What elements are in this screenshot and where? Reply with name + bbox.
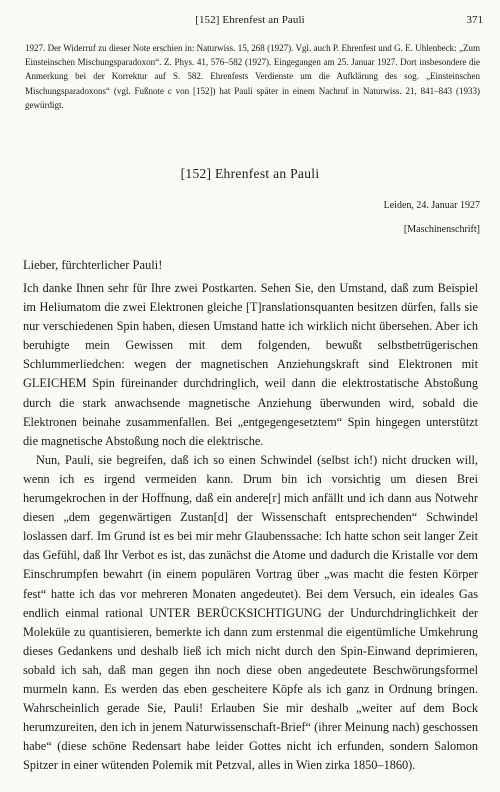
letter-body <box>23 279 478 775</box>
page-number: 371 <box>466 14 483 26</box>
footnote-block <box>25 41 480 112</box>
letter-title: [152] Ehrenfest an Pauli <box>180 166 320 181</box>
letter-source-note: [Maschinenschrift] <box>403 224 480 235</box>
footnote-text: 1927. Der Widerruf zu dieser Note erschien in: Naturwiss. 15, 268 (1927). Vgl. auch P. Ehrenfest und G. E. Uhlenbeck: „Zum Einsteinschen Mischungsparadoxon“. Z. Phys. 41, 576–582 (1927). Eingegangen am 25. Januar 1927. Dort insbesondere die Anmerkung bei der Korrektur auf S. 582. Ehrenfests Verdienste um die Aufklärung des sog. „Einsteinschen Mischungsparadoxons“ (vgl. Fußnote c von [152]) hat Pauli später in einem Nachruf in Naturwiss. 21, 841–843 (1933) gewürdigt. <box>25 43 480 110</box>
running-title: [152] Ehrenfest an Pauli <box>195 14 305 26</box>
letter-paragraph: Ich danke Ihnen sehr für Ihre zwei Postkarten. Sehen Sie, den Umstand, daß zum Beispiel im Heliumatom die zwei Elektronen gleiche [T]ranslationsquanten besitzen dürfen, falls sie nur verschiedenen Spin haben, diesen Umstand hatte ich wirklich nicht übersehen. Aber ich beruhigte mein Gewissen mit dem folgenden, bewußt selbstbetrügerischen Schlummerliedchen: wegen der magnetischen Anziehungskraft sind Elektronen mit GLEICHEM Spin füreinander durchdringlich, weil dann die elektrostatische Abstoßung durch die stark anwachsende magnetische Anziehung überwunden wird, sobald die Elektronen beinahe zusammenfallen. Bei „entgegengesetztem“ Spin hingegen unterstützt die magnetische Abstoßung noch die elektrische. <box>23 281 478 448</box>
letter-salutation: Lieber, fürchterlicher Pauli! <box>23 258 163 272</box>
running-header <box>0 14 500 30</box>
letter-paragraph: Nun, Pauli, sie begreifen, daß ich so einen Schwindel (selbst ich!) nicht drucken will, wenn ich es irgend vermeiden kann. Drum bin ich vorsichtig um diesen Brei herumgekrochen in der Hoffnung, daß ein andere[r] mich anfällt und ich dann aus Notwehr diesen „dem gegenwärtigen Zustan[d] der Wissenschaft entsprechenden“ Schwindel loslassen darf. Im Grund ist es bei mir mehr Glaubenssache: Ich hatte schon seit langer Zeit das Gefühl, daß Ihr Verbot es ist, das zunächst die Atome und dadurch die Kristalle vor dem Einschrumpfen bewahrt (in einem populären Vortrag über „was macht die festen Körper fest“ hatte ich das vor mehreren Monaten angedeutet). Bei dem Versuch, ein ideales Gas endlich einmal rational UNTER BERÜCKSICHTIGUNG der Undurchdringlichkeit der Moleküle zu quantisieren, bemerkte ich dann zum erstenmal die eigentümliche Umkehrung dieses Gedankens und deshalb ließ ich mich nicht durch den Spin-Einwand deprimieren, sobald ich sah, daß man gegen ihn noch diese oben angedeutete Beschwörungsformel murmeln kann. Es werden das eben gescheitere Köpfe als ich ganz in Ordnung bringen. Wahrscheinlich gerade Sie, Pauli! Erlauben Sie mir deshalb „weiter auf dem Bock herumzureiten, den ich in jenem Naturwissenschaft-Brief“ (ihrer Meinung nach) geschossen habe“ (diese schöne Redensart habe leider Gottes nicht ich erfunden, sondern Salomon Spitzer in einer wütenden Polemik mit Petzval, alles in Wien zirka 1850–1860). <box>23 452 478 773</box>
letter-place-date: Leiden, 24. Januar 1927 <box>383 200 480 211</box>
